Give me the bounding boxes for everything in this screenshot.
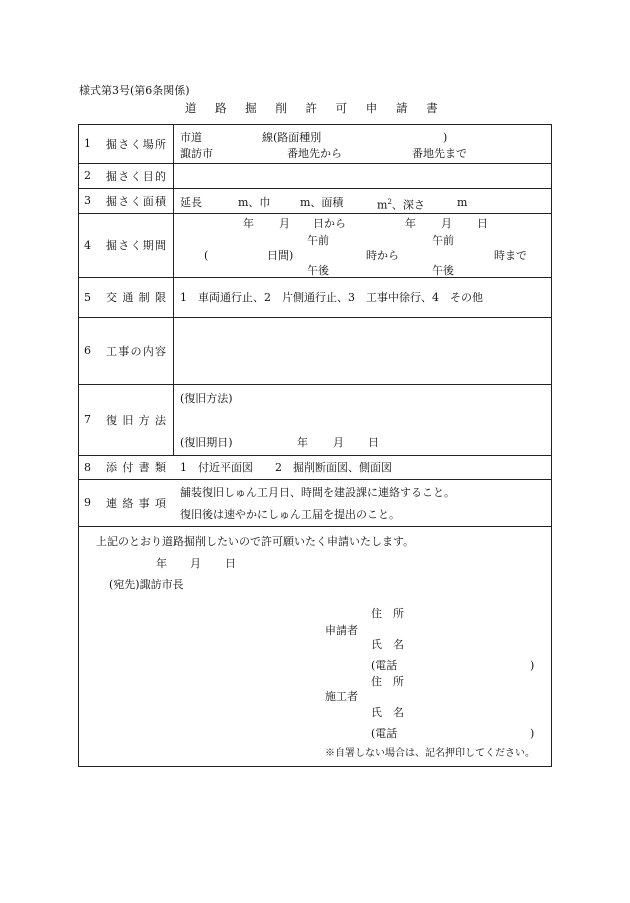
application-day: 日 (225, 557, 236, 570)
end-day: 日 (477, 217, 488, 230)
row-label-location: 1 掘 さ く 場 所 (84, 137, 166, 151)
width-label: m、巾 (238, 196, 271, 209)
attachments-list: 1 付近平面図 2 掘削断面図、側面図 (180, 461, 392, 474)
start-day: 日から (313, 217, 346, 230)
restoration-day: 日 (368, 436, 379, 449)
row-label-period: 4 掘 さ く 期 間 (84, 238, 166, 252)
contact-note-2: 復旧後は速やかにしゅん工届を提出のこと。 (180, 508, 400, 521)
applicant-address-label: 住 所 (371, 607, 404, 620)
restoration-method-label: (復旧方法) (180, 392, 233, 405)
row-label-work-content: 6 工 事 の 内 容 (84, 344, 166, 358)
to-address-text: 番地先まで (412, 147, 467, 160)
length-label: 延長 (180, 196, 202, 209)
contractor-address-label: 住 所 (371, 675, 404, 688)
row-label-restoration: 7 復 旧 方 法 (84, 413, 166, 427)
row-label-area: 3 掘 さ く 面 積 (84, 194, 166, 208)
applicant-role: 申請者 (325, 624, 358, 637)
time-from: 時から (366, 249, 399, 262)
end-am: 午前 (432, 234, 454, 247)
application-year: 年 (156, 557, 167, 570)
restoration-month: 月 (333, 436, 344, 449)
city-road-text: 市道 (180, 131, 202, 144)
from-address-text: 番地先から (287, 147, 342, 160)
applicant-name-label: 氏 名 (371, 638, 404, 651)
row-label-purpose: 2 掘 さ く 目 的 (84, 169, 166, 183)
end-year: 年 (405, 217, 416, 230)
traffic-restriction-options: 1 車両通行止、2 片側通行止、3 工事中徐行、4 その他 (180, 291, 483, 304)
row-divider (78, 526, 552, 527)
form-number-label: 様式第3号(第6条関係) (79, 84, 190, 97)
contractor-phone-label: (電話 (371, 727, 398, 740)
contact-note-1: 舗装復旧しゅん工月日、時間を建設課に連絡すること。 (180, 486, 455, 499)
road-surface-type-text: 線(路面種別 (262, 131, 322, 144)
start-year: 年 (243, 217, 254, 230)
start-am: 午前 (307, 234, 329, 247)
applicant-phone-label: (電話 (371, 659, 398, 672)
depth-unit: m (457, 196, 468, 209)
row-label-contact: 9 連 絡 事 項 (84, 496, 166, 510)
application-month: 月 (190, 557, 201, 570)
row-label-traffic: 5 交 通 制 限 (84, 290, 166, 304)
restoration-year: 年 (297, 436, 308, 449)
start-pm: 午後 (307, 264, 329, 277)
start-month: 月 (279, 217, 290, 230)
end-month: 月 (441, 217, 452, 230)
contractor-phone-close: ) (530, 727, 535, 740)
declaration-text: 上記のとおり道路掘削したいので許可願いたく申請いたします。 (96, 535, 415, 548)
label-column-divider (173, 124, 174, 456)
document-title: 道 路 掘 削 許 可 申 請 書 (184, 101, 446, 115)
contractor-role: 施工者 (325, 690, 358, 703)
addressee: (宛先)諏訪市長 (109, 578, 184, 591)
signature-note: ※自署しない場合は、記名押印してください。 (325, 748, 535, 759)
days-label: 日間) (267, 249, 294, 262)
depth-label: $m^2$、深さ (377, 198, 425, 212)
contractor-name-label: 氏 名 (371, 706, 404, 719)
paren-close: ) (443, 131, 448, 144)
restoration-date-label: (復旧期日) (180, 436, 233, 449)
end-pm: 午後 (432, 264, 454, 277)
days-paren-open: ( (204, 249, 209, 262)
suwa-city-text: 諏訪市 (180, 147, 213, 160)
area-label: m、面積 (300, 196, 344, 209)
row-label-attachments: 8 添 付 書 類 (84, 460, 166, 474)
time-to: 時まで (494, 249, 527, 262)
applicant-phone-close: ) (530, 659, 535, 672)
